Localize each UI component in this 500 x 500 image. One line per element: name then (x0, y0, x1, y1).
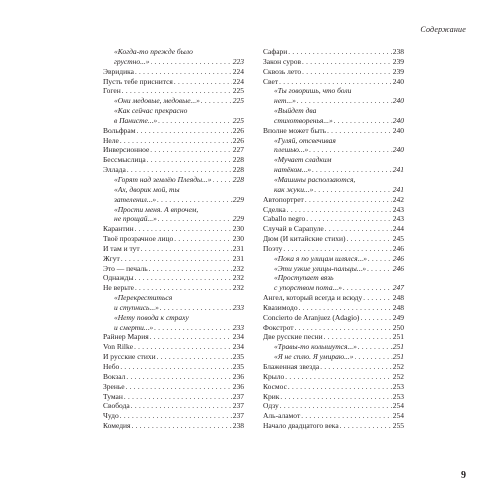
toc-entry (263, 145, 404, 155)
toc-entry-title: Пусть тебе приснится (103, 76, 173, 86)
dot-leader (302, 69, 392, 76)
toc-entry-title: Райнер Мария (103, 332, 149, 342)
dot-leader (340, 423, 392, 430)
dot-leader (121, 256, 232, 263)
toc-entry-page: 240 (392, 96, 404, 106)
dot-leader (287, 207, 392, 214)
dot-leader (327, 128, 392, 135)
toc-entry (103, 214, 244, 224)
dot-leader (360, 315, 391, 322)
toc-entry-page: 251 (392, 332, 404, 342)
toc-entry-title: Вольфрам (103, 125, 136, 135)
toc-entry-page: 227 (232, 145, 244, 155)
toc-entry-page: 251 (392, 342, 404, 352)
toc-entry-title: Случай в Сарапуле (263, 224, 324, 234)
toc-entry (103, 303, 244, 313)
toc-entry-page: 249 (392, 312, 404, 322)
toc-entry-title: в Панисте...» (114, 115, 158, 125)
toc-entry-title: нет...» (274, 96, 296, 106)
toc-entry (103, 77, 244, 87)
dot-leader (149, 266, 232, 273)
toc-entry (263, 57, 404, 67)
dot-leader (135, 275, 232, 282)
toc-entry-title: Крыло (263, 371, 285, 381)
dot-leader (174, 79, 232, 86)
toc-entry-title: зателенил...» (114, 194, 157, 204)
toc-entry-title: Вокзал (103, 371, 126, 381)
toc-entry-title: Небо (103, 362, 120, 371)
toc-entry (263, 411, 404, 421)
toc-entry (103, 57, 244, 67)
toc-entry-page: 246 (392, 263, 404, 273)
toc-entry-page: 225 (232, 115, 244, 125)
toc-entry (103, 224, 244, 234)
toc-entry (263, 234, 404, 244)
toc-entry-page: 254 (392, 411, 404, 421)
toc-entry-title: Сафари (263, 47, 288, 56)
toc-entry-line: «Ты говоришь, что боли (274, 86, 352, 96)
toc-entry-page: 228 (232, 155, 244, 165)
dot-leader (134, 344, 232, 351)
toc-entry-line: «Выйдет два (274, 106, 317, 116)
toc-entry-page: 243 (392, 214, 404, 224)
toc-entry-title: «Горят над землёю Плеяды...» (114, 174, 212, 184)
toc-entry-title: Caballo negro (263, 214, 306, 224)
toc-entry-line: «Нету повода к страху (114, 312, 189, 322)
toc-entry-title: Дюм (И китайские стихи) (263, 234, 346, 244)
toc-entry (103, 165, 244, 175)
toc-entry-page: 229 (232, 194, 244, 204)
dot-leader (120, 138, 232, 145)
dot-leader (288, 49, 391, 56)
toc-entry-page: 253 (392, 381, 404, 391)
toc-entry (263, 96, 404, 106)
toc-entry-title: Ангел, который всегда и всюду (263, 293, 363, 303)
running-header: Содержание (420, 25, 466, 34)
dot-leader (283, 246, 391, 253)
toc-entry (263, 372, 404, 382)
toc-entry-title: и смерти...» (114, 322, 154, 332)
toc-entry (263, 195, 404, 205)
toc-entry-title: Одзу (263, 401, 279, 411)
toc-entry-page: 240 (392, 145, 404, 155)
toc-entry-page: 237 (232, 411, 244, 421)
toc-entry (263, 214, 404, 224)
dot-leader (355, 354, 392, 361)
toc-entry-page: 230 (232, 234, 244, 244)
dot-leader (295, 325, 392, 332)
toc-entry-title: Свобода (103, 401, 130, 411)
toc-entry-title: Инверсионное (103, 145, 150, 155)
dot-leader (363, 295, 392, 302)
dot-leader (157, 354, 232, 361)
toc-entry-page: 252 (392, 371, 404, 381)
dot-leader (135, 69, 232, 76)
toc-entry-page: 235 (232, 362, 244, 371)
toc-entry-page: 237 (232, 391, 244, 401)
toc-column-left (103, 47, 244, 431)
dot-leader (368, 256, 392, 263)
toc-entry-page: 243 (392, 204, 404, 214)
toc-entry-page: 246 (392, 253, 404, 263)
dot-leader (325, 226, 392, 233)
toc-entry-title: Von Rilke (103, 342, 134, 352)
dot-leader (122, 88, 232, 95)
toc-entry-page: 233 (232, 322, 244, 332)
toc-entry-line: «Ах, дворик мой, ты (114, 184, 180, 194)
toc-entry (263, 224, 404, 234)
toc-entry (263, 126, 404, 136)
toc-entry (263, 342, 404, 352)
toc-entry-page: 231 (232, 253, 244, 263)
toc-entry-title: Карантин (103, 224, 134, 234)
toc-entry-title: Квазимодо (263, 302, 298, 312)
toc-entry-page: 232 (232, 283, 244, 293)
toc-entry-page: 246 (392, 243, 404, 253)
dot-leader (126, 384, 232, 391)
toc-entry-page: 228 (232, 165, 244, 175)
toc-entry-page: 226 (232, 125, 244, 135)
toc-entry-title: «Я не сплю. Я умираю...» (274, 352, 354, 362)
toc-entry-title: не прощай...» (114, 214, 157, 224)
toc-entry-title: И там и тут (103, 243, 140, 253)
toc-entry (263, 362, 404, 372)
toc-entry-page: 244 (392, 224, 404, 234)
toc-entry-page: 239 (392, 66, 404, 76)
toc-entry-page: 241 (392, 184, 404, 194)
toc-entry-page: 252 (392, 362, 404, 371)
toc-entry-line: «Прости меня. А впрочем, (114, 204, 199, 214)
toc-entry-line: «Проступает вязь (274, 273, 334, 283)
toc-entry (103, 145, 244, 155)
dot-leader (120, 413, 232, 420)
toc-entry-page: 225 (232, 96, 244, 106)
toc-entry-title: Аль-аламот (263, 411, 301, 421)
dot-leader (137, 128, 232, 135)
dot-leader (158, 216, 232, 223)
dot-leader (301, 413, 392, 420)
toc-entry (103, 175, 244, 185)
dot-leader (285, 374, 391, 381)
toc-entry (103, 264, 244, 274)
toc-entry-title: Эвридика (103, 66, 134, 76)
toc-entry-page: 232 (232, 273, 244, 283)
toc-entry-page: 255 (392, 421, 404, 431)
toc-entry-page: 250 (392, 322, 404, 332)
dot-leader (302, 59, 392, 66)
page-number: 9 (461, 470, 466, 481)
toc-entry-line: «Гуляй, отсвечивая (274, 135, 336, 145)
toc-entry (263, 254, 404, 264)
toc-entry-page: 254 (392, 401, 404, 411)
toc-entry-title: Твоё прозрачное лицо (103, 234, 174, 244)
toc-entry-title: «Эти узкие улицы-пальцы...» (274, 263, 367, 273)
toc-entry (103, 136, 244, 146)
toc-entry-page: 248 (392, 293, 404, 303)
toc-entry-title: Сквозь лето (263, 66, 302, 76)
toc-entry (103, 372, 244, 382)
toc-entry-title: Эллада (103, 165, 126, 175)
dot-leader (305, 197, 392, 204)
toc-entry-page: 223 (232, 56, 244, 66)
dot-leader (320, 364, 392, 371)
toc-entry-title: грустно...» (114, 56, 150, 66)
dot-leader (154, 325, 231, 332)
toc-entry-title: Гоген (103, 86, 121, 96)
dot-leader (309, 147, 391, 154)
toc-entry (263, 67, 404, 77)
dot-leader (314, 187, 391, 194)
dot-leader (147, 157, 232, 164)
toc-entry (103, 96, 244, 106)
toc-entry-page: 240 (392, 115, 404, 125)
toc-entry-page: 234 (232, 332, 244, 342)
toc-entry-page: 240 (392, 125, 404, 135)
toc-entry-title: Космос (263, 381, 287, 391)
dot-leader (135, 226, 232, 233)
toc-entry-page: 241 (392, 165, 404, 175)
dot-leader (126, 374, 231, 381)
dot-leader (132, 423, 232, 430)
dot-leader (174, 236, 231, 243)
toc-entry (103, 362, 244, 372)
toc-entry-page: 235 (232, 352, 244, 362)
toc-entry-page: 238 (232, 421, 244, 431)
toc-entry (263, 47, 404, 57)
toc-entry (263, 244, 404, 254)
toc-entry (103, 342, 244, 352)
toc-entry-page: 240 (392, 76, 404, 86)
toc-entry-page: 247 (392, 283, 404, 293)
toc-entry-title: Начало двадцатого века (263, 421, 339, 431)
toc-entry (263, 264, 404, 274)
toc-entry (263, 165, 404, 175)
toc-entry-title: Две русские песни (263, 332, 323, 342)
toc-entry (103, 126, 244, 136)
toc-entry-page: 253 (392, 391, 404, 401)
dot-leader (299, 305, 392, 312)
toc-entry-title: Concierto de Aranjuez (Adagio) (263, 312, 360, 322)
toc-entry-title: Комедия (103, 421, 131, 431)
toc-entry-page: 226 (232, 135, 244, 145)
toc-entry-title: Туман (103, 391, 123, 401)
toc-entry-line: «Машины расползаются, (274, 174, 356, 184)
toc-entry (103, 234, 244, 244)
toc-entry (103, 323, 244, 333)
toc-entry-title: «Пока я по улицам шлялся...» (274, 253, 367, 263)
toc-entry (103, 283, 244, 293)
dot-leader (124, 394, 232, 401)
toc-entry-line: «Перекреститься (114, 293, 173, 303)
toc-entry-title: с упорством пота...» (274, 283, 342, 293)
toc-entry-title: Поэту (263, 243, 283, 253)
toc-entry-page: 231 (232, 243, 244, 253)
toc-entry (263, 293, 404, 303)
dot-leader (127, 167, 232, 174)
toc-entry-title: Не верьте (103, 283, 134, 293)
toc-entry (263, 382, 404, 392)
toc-entry-title: как жуки...» (274, 184, 314, 194)
toc-entry-page: 233 (232, 302, 244, 312)
toc-entry (263, 313, 404, 323)
dot-leader (288, 384, 392, 391)
toc-entry (263, 323, 404, 333)
dot-leader (280, 394, 391, 401)
dot-leader (151, 59, 232, 66)
toc-entry (263, 401, 404, 411)
toc-entry (103, 254, 244, 264)
toc-entry-title: «Они медовые, медовые...» (114, 96, 200, 106)
dot-leader (279, 79, 392, 86)
toc-entry-page: 237 (232, 401, 244, 411)
toc-entry-page: 225 (232, 86, 244, 96)
toc-entry-page: 229 (232, 214, 244, 224)
toc-entry-title: Свет (263, 76, 279, 86)
toc-entry-page: 248 (392, 302, 404, 312)
toc-entry-title: Фокстрот (263, 322, 294, 332)
toc-entry-page: 232 (232, 263, 244, 273)
toc-entry (263, 185, 404, 195)
dot-leader (297, 98, 392, 105)
dot-leader (213, 177, 232, 184)
dot-leader (358, 344, 392, 351)
toc-entry (103, 352, 244, 362)
toc-entry-title: И русские стихи (103, 352, 156, 362)
dot-leader (135, 285, 232, 292)
toc-entry-title: Блаженная звезда (263, 362, 320, 371)
toc-entry-line: «Мучает сладким (274, 155, 332, 165)
toc-entry-page: 230 (232, 224, 244, 234)
toc-entry-page: 242 (392, 194, 404, 204)
toc-entry (103, 67, 244, 77)
toc-entry (103, 411, 244, 421)
toc-entry-line: «Как сейчас прекрасно (114, 106, 188, 116)
toc-entry (103, 86, 244, 96)
toc-entry (103, 155, 244, 165)
toc-entry (103, 273, 244, 283)
dot-leader (131, 403, 232, 410)
dot-leader (280, 403, 392, 410)
dot-leader (201, 98, 232, 105)
toc-entry-line: «Когда-то прежде было (114, 47, 193, 56)
dot-leader (150, 147, 231, 154)
toc-entry (103, 195, 244, 205)
toc-entry (103, 332, 244, 342)
dot-leader (150, 334, 232, 341)
toc-entry-title: Зренье (103, 381, 125, 391)
toc-entry (263, 116, 404, 126)
dot-leader (324, 334, 392, 341)
toc-entry-title: Жгут (103, 253, 120, 263)
toc-entry-title: Вполне может быть (263, 125, 327, 135)
toc-entry (263, 77, 404, 87)
toc-entry (103, 421, 244, 431)
toc-entry-page: 234 (232, 342, 244, 352)
toc-entry-page: 224 (232, 76, 244, 86)
toc-entry-title: Крик (263, 391, 280, 401)
toc-entry (263, 303, 404, 313)
toc-entry (103, 116, 244, 126)
toc-entry-title: Бессмыслица (103, 155, 146, 165)
toc-entry (263, 205, 404, 215)
toc-entry-page: 239 (392, 56, 404, 66)
dot-leader (343, 285, 392, 292)
toc-entry-title: Неле (103, 135, 119, 145)
toc-entry-title: стихотворенья...» (274, 115, 333, 125)
dot-leader (158, 118, 232, 125)
toc-entry-title: и ступнись...» (114, 302, 159, 312)
toc-entry-page: 251 (392, 352, 404, 362)
toc-entry (263, 352, 404, 362)
dot-leader (346, 236, 391, 243)
dot-leader (120, 364, 231, 371)
dot-leader (367, 266, 392, 273)
toc-column-right (263, 47, 404, 431)
dot-leader (306, 216, 391, 223)
dot-leader (160, 305, 232, 312)
toc-entry (263, 283, 404, 293)
toc-entry-page: 238 (392, 47, 404, 56)
toc-entry (263, 332, 404, 342)
toc-entry-page: 236 (232, 371, 244, 381)
toc-entry-title: Сделка (263, 204, 286, 214)
toc-entry (263, 392, 404, 402)
dot-leader (334, 118, 392, 125)
dot-leader (141, 246, 232, 253)
dot-leader (312, 167, 392, 174)
toc-entry-title: Закон суров (263, 56, 302, 66)
toc-entry-page: 228 (232, 174, 244, 184)
dot-leader (157, 197, 232, 204)
toc-entry (103, 392, 244, 402)
toc-entry-title: Это — печаль (103, 263, 148, 273)
toc-entry-page: 236 (232, 381, 244, 391)
toc-entry (263, 421, 404, 431)
toc-entry-title: Однажды (103, 273, 134, 283)
toc-entry-title: Автопортрет (263, 194, 304, 204)
toc-entry (103, 382, 244, 392)
toc-entry (103, 401, 244, 411)
toc-entry-title: натёком...» (274, 165, 312, 175)
toc-entry-title: «Травы-то колышутся...» (274, 342, 357, 352)
toc-entry-title: Чудо (103, 411, 119, 421)
toc-entry-title: плешью...» (274, 145, 309, 155)
toc-entry-page: 245 (392, 234, 404, 244)
toc-entry-page: 224 (232, 66, 244, 76)
toc-entry (103, 244, 244, 254)
